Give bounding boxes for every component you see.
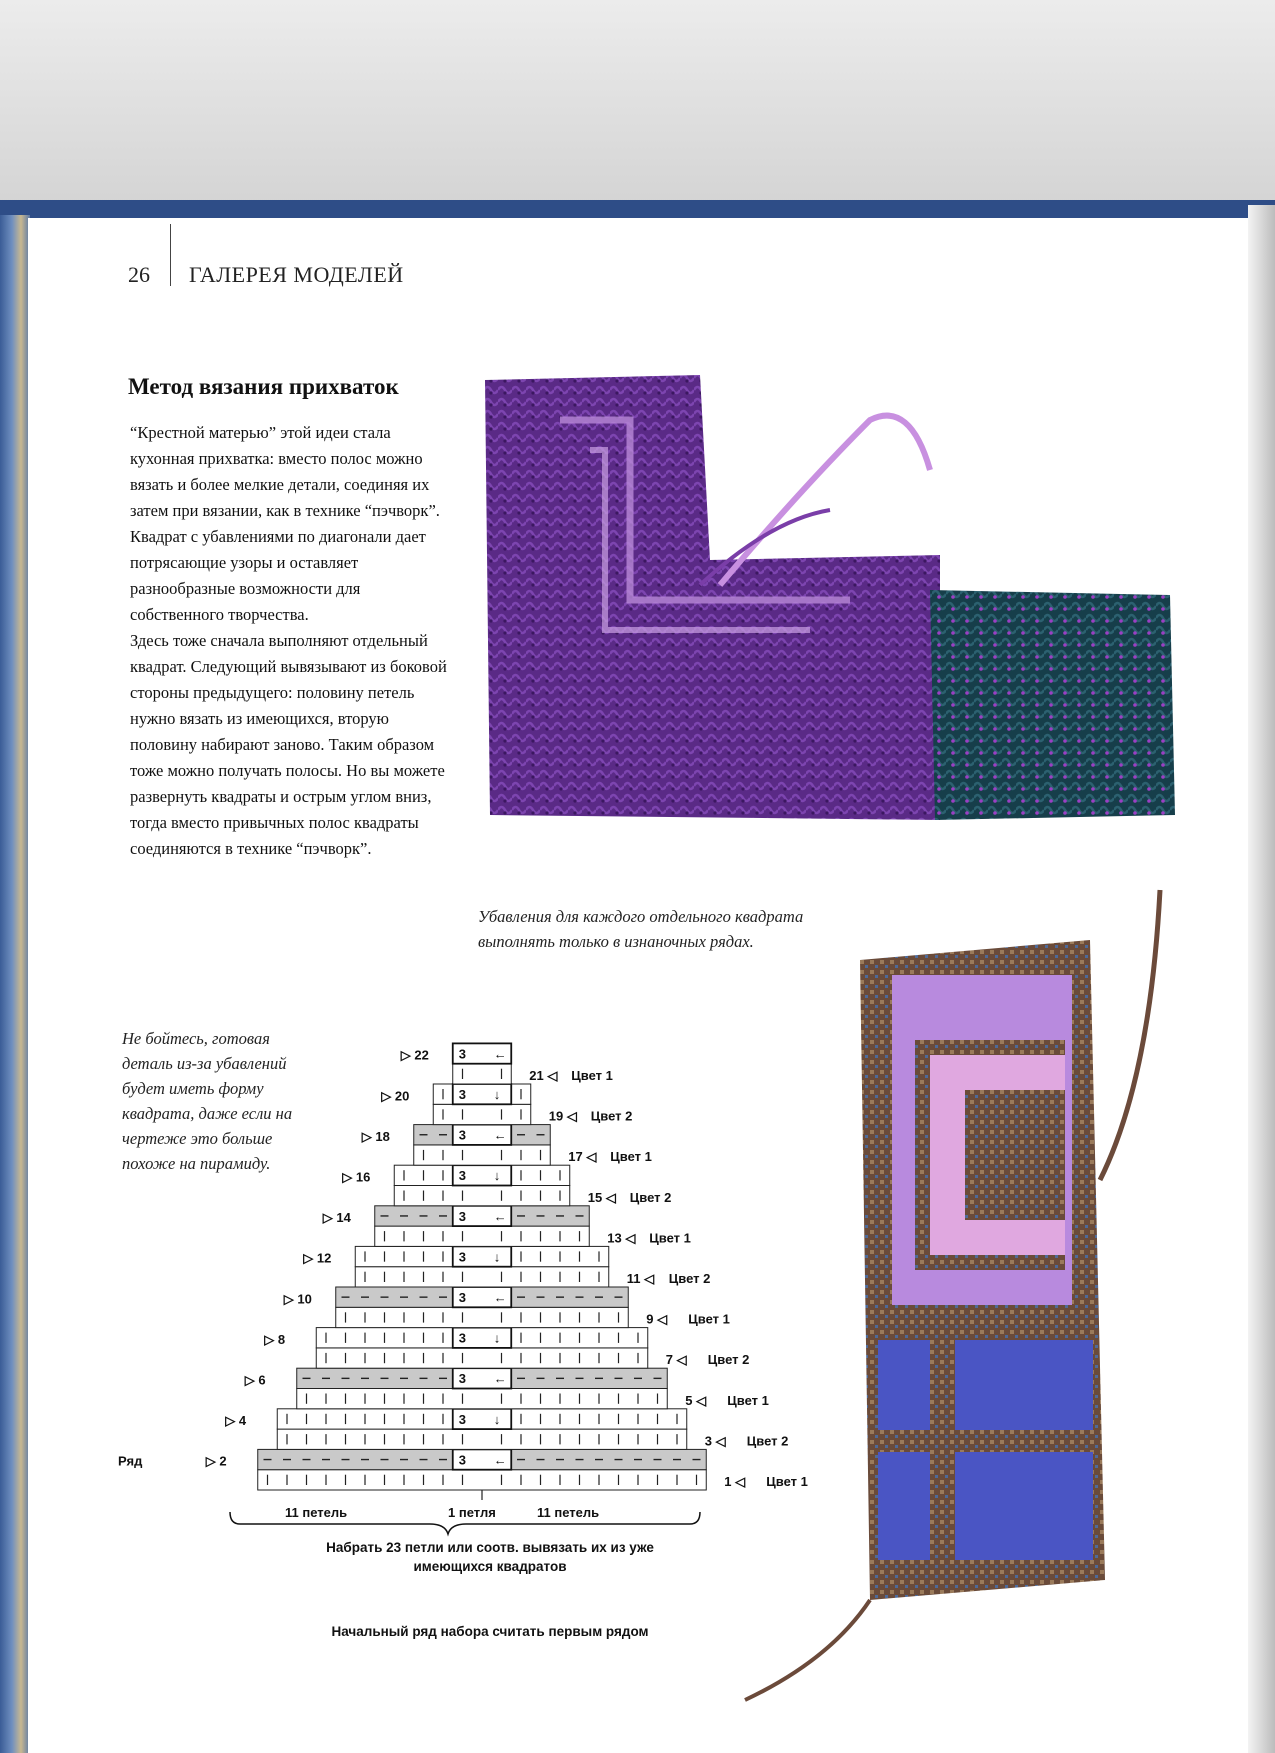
row-color-label: Цвет 2	[590, 1108, 633, 1124]
row-number-1: 1 ◁	[724, 1474, 746, 1489]
decrease-symbol: 3	[458, 1330, 466, 1346]
chart-row-13	[375, 1226, 590, 1246]
paragraph-1: “Крестной матерью” этой идеи стала кухонная прихватка: вместо полос можно вязать и более мелкие детали, соединяя их затем при вязании, как в технике “пэчворк”. Квадрат с убавлениями по диагонали дает потрясающие узоры и оставляет разнообразные возможности для собственного творчества.	[130, 423, 440, 624]
arrow-down-icon: ↓	[493, 1087, 501, 1102]
body-text	[130, 420, 448, 862]
row-number-6: ▷ 6	[244, 1372, 266, 1388]
row-number-16: ▷ 16	[342, 1169, 371, 1185]
decrease-symbol: 3	[458, 1208, 466, 1224]
note-caption: Не бойтесь, готовая деталь из-за убавлений будет иметь форму квадрата, даже если на чертеже это больше похоже на пирамиду.	[122, 1029, 293, 1173]
left-page-edge	[0, 215, 30, 1753]
arrow-down-icon: ↓	[493, 1330, 501, 1346]
row-number-9: 9 ◁	[646, 1311, 668, 1327]
decrease-symbol: 3	[458, 1452, 466, 1468]
row-color-label: Цвет 2	[629, 1189, 672, 1205]
row-word: Ряд	[118, 1453, 143, 1469]
row-number-8: ▷ 8	[264, 1331, 286, 1347]
chart-row-1	[258, 1470, 707, 1490]
row-color-label: Цвет 1	[610, 1149, 652, 1165]
arrow-left-icon: ←	[493, 1208, 507, 1224]
chart-row-3	[277, 1429, 687, 1449]
chart-row-21	[453, 1064, 512, 1084]
row-number-5: 5 ◁	[685, 1392, 707, 1408]
decrease-symbol: 3	[458, 1127, 466, 1143]
decrease-symbol: 3	[458, 1249, 466, 1265]
row-color-label: Цвет 1	[649, 1230, 691, 1246]
cast-on-note: Набрать 23 петли или соотв. вывязать их из уже имеющихся квадратов	[326, 1540, 654, 1574]
header-rule	[170, 224, 171, 286]
row-color-label: Цвет 2	[668, 1271, 711, 1286]
row-number-13: 13 ◁	[607, 1230, 636, 1246]
arrow-left-icon: ←	[493, 1452, 507, 1468]
chart-row-9	[336, 1307, 629, 1327]
arrow-down-icon: ↓	[493, 1249, 501, 1265]
chart-row-11	[355, 1267, 609, 1287]
decrease-symbol: 3	[458, 1087, 466, 1102]
row-number-7: 7 ◁	[665, 1352, 687, 1368]
knitted-l-shape-photo	[470, 360, 1180, 830]
row-color-label: Цвет 1	[766, 1474, 808, 1489]
row-number-19: 19 ◁	[548, 1108, 577, 1124]
row-number-3: 3 ◁	[704, 1433, 726, 1449]
photo-caption: Убавления для каждого отдельного квадрата выполнять только в изнаночных рядах.	[478, 907, 804, 951]
row-number-4: ▷ 4	[225, 1413, 247, 1429]
row-number-10: ▷ 10	[283, 1291, 312, 1307]
chart-row-19	[433, 1104, 531, 1124]
arrow-left-icon: ←	[493, 1046, 507, 1062]
row-number-11: 11 ◁	[626, 1271, 655, 1286]
running-title: ГАЛЕРЕЯ МОДЕЛЕЙ	[189, 262, 404, 287]
row-color-label: Цвет 1	[571, 1068, 613, 1083]
row-number-15: 15 ◁	[587, 1189, 616, 1205]
background-top	[0, 0, 1275, 205]
page-number: 26	[128, 262, 150, 287]
row-number-20: ▷ 20	[381, 1088, 410, 1104]
decrease-symbol: 3	[458, 1168, 466, 1184]
right-count: 11 петель	[537, 1505, 600, 1520]
row-color-label: Цвет 2	[707, 1352, 750, 1368]
chart-row-7	[316, 1348, 648, 1368]
right-page-edge	[1248, 205, 1275, 1753]
row-color-label: Цвет 1	[688, 1311, 730, 1327]
row-color-label: Цвет 1	[727, 1392, 769, 1408]
row-number-21: 21 ◁	[529, 1068, 558, 1083]
paragraph-2: Здесь тоже сначала выполняют отдельный квадрат. Следующий вывязывают из боковой стороны предыдущего: половину петель нужно вязать из имеющихся, вторую половину набирают заново. Таким образом тоже можно получать полосы. Но вы можете развернуть квадраты и острым углом вниз, тогда вместо привычных полос квадраты соединяются в технике “пэчворк”.	[130, 631, 447, 858]
section-title: Метод вязания прихваток	[128, 374, 399, 399]
chart-row-5	[297, 1389, 668, 1409]
decrease-symbol: 3	[458, 1290, 466, 1305]
decrease-symbol: 3	[458, 1046, 466, 1062]
arrow-down-icon: ↓	[493, 1168, 501, 1184]
row-number-18: ▷ 18	[361, 1128, 390, 1144]
arrow-down-icon: ↓	[493, 1411, 501, 1427]
arrow-left-icon: ←	[493, 1290, 507, 1305]
chart-row-17	[414, 1145, 551, 1165]
row-number-22: ▷ 22	[400, 1047, 429, 1063]
row-number-14: ▷ 14	[322, 1210, 351, 1226]
decrease-symbol: 3	[458, 1371, 466, 1387]
row-number-12: ▷ 12	[303, 1250, 332, 1266]
chart-row-15	[394, 1186, 570, 1206]
arrow-left-icon: ←	[493, 1127, 507, 1143]
center-count: 1 петля	[448, 1505, 496, 1520]
decrease-symbol: 3	[458, 1411, 466, 1427]
left-count: 11 петель	[285, 1505, 348, 1520]
chart-footer: Начальный ряд набора считать первым рядом	[331, 1624, 649, 1639]
row-color-label: Цвет 2	[746, 1433, 789, 1449]
row-number-17: 17 ◁	[568, 1149, 597, 1165]
arrow-left-icon: ←	[493, 1371, 507, 1387]
row-number-2: ▷ 2	[205, 1453, 227, 1469]
